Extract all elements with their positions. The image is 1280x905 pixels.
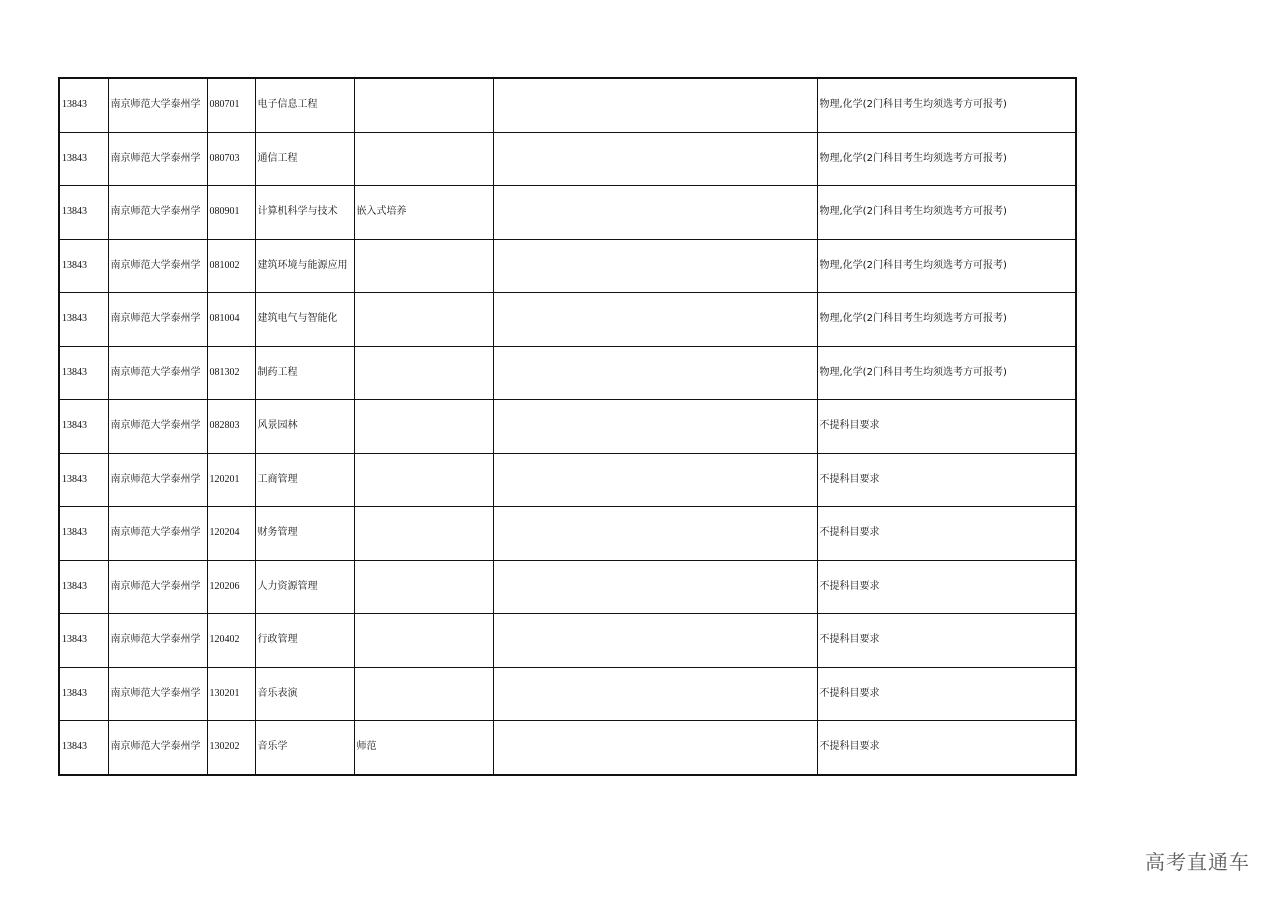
cell-major-code: 080901 [207, 186, 255, 240]
cell-school-name: 南京师范大学泰州学 [108, 721, 207, 775]
cell-school-name: 南京师范大学泰州学 [108, 614, 207, 668]
cell-major-code: 081004 [207, 293, 255, 347]
cell-extra [493, 239, 817, 293]
cell-school-code: 13843 [59, 132, 108, 186]
table-row [59, 453, 1076, 507]
cell-note [354, 239, 493, 293]
table-row [59, 132, 1076, 186]
cell-school-code: 13843 [59, 614, 108, 668]
cell-subject-requirement: 不提科目要求 [817, 507, 1076, 561]
cell-major-name: 通信工程 [255, 132, 354, 186]
cell-extra [493, 507, 817, 561]
cell-school-name: 南京师范大学泰州学 [108, 186, 207, 240]
table-row [59, 721, 1076, 775]
cell-subject-requirement: 不提科目要求 [817, 721, 1076, 775]
cell-major-name: 计算机科学与技术 [255, 186, 354, 240]
cell-school-code: 13843 [59, 293, 108, 347]
cell-major-code: 081002 [207, 239, 255, 293]
cell-major-code: 081302 [207, 346, 255, 400]
cell-note [354, 453, 493, 507]
cell-note [354, 400, 493, 454]
cell-school-name: 南京师范大学泰州学 [108, 560, 207, 614]
cell-school-name: 南京师范大学泰州学 [108, 239, 207, 293]
cell-major-name: 建筑电气与智能化 [255, 293, 354, 347]
cell-note [354, 132, 493, 186]
cell-extra [493, 78, 817, 132]
cell-note [354, 507, 493, 561]
cell-school-name: 南京师范大学泰州学 [108, 400, 207, 454]
cell-subject-requirement: 不提科目要求 [817, 400, 1076, 454]
cell-major-name: 人力资源管理 [255, 560, 354, 614]
cell-major-name: 工商管理 [255, 453, 354, 507]
cell-major-name: 制药工程 [255, 346, 354, 400]
cell-school-name: 南京师范大学泰州学 [108, 78, 207, 132]
cell-subject-requirement: 物理,化学(2门科目考生均须选考方可报考) [817, 78, 1076, 132]
cell-extra [493, 400, 817, 454]
cell-major-name: 建筑环境与能源应用 [255, 239, 354, 293]
table-row [59, 346, 1076, 400]
watermark-logo-text: 高考直通车 [1145, 850, 1250, 874]
cell-subject-requirement: 物理,化学(2门科目考生均须选考方可报考) [817, 293, 1076, 347]
cell-school-name: 南京师范大学泰州学 [108, 132, 207, 186]
table-row [59, 239, 1076, 293]
cell-school-code: 13843 [59, 400, 108, 454]
cell-subject-requirement: 物理,化学(2门科目考生均须选考方可报考) [817, 239, 1076, 293]
major-requirements-table [58, 77, 1077, 776]
cell-note: 嵌入式培养 [354, 186, 493, 240]
cell-school-code: 13843 [59, 560, 108, 614]
table-row [59, 293, 1076, 347]
cell-school-code: 13843 [59, 346, 108, 400]
table-row [59, 507, 1076, 561]
cell-school-name: 南京师范大学泰州学 [108, 507, 207, 561]
cell-school-code: 13843 [59, 186, 108, 240]
cell-extra [493, 560, 817, 614]
cell-extra [493, 667, 817, 721]
table-row [59, 78, 1076, 132]
cell-subject-requirement: 不提科目要求 [817, 614, 1076, 668]
table-row [59, 186, 1076, 240]
cell-major-name: 电子信息工程 [255, 78, 354, 132]
cell-school-code: 13843 [59, 721, 108, 775]
cell-major-code: 082803 [207, 400, 255, 454]
cell-extra [493, 721, 817, 775]
cell-extra [493, 293, 817, 347]
cell-school-code: 13843 [59, 667, 108, 721]
cell-note [354, 560, 493, 614]
cell-school-name: 南京师范大学泰州学 [108, 346, 207, 400]
table-row [59, 560, 1076, 614]
cell-school-name: 南京师范大学泰州学 [108, 293, 207, 347]
cell-extra [493, 346, 817, 400]
table-row [59, 400, 1076, 454]
cell-note [354, 346, 493, 400]
cell-major-name: 音乐学 [255, 721, 354, 775]
cell-school-name: 南京师范大学泰州学 [108, 453, 207, 507]
cell-subject-requirement: 不提科目要求 [817, 453, 1076, 507]
cell-subject-requirement: 物理,化学(2门科目考生均须选考方可报考) [817, 186, 1076, 240]
cell-major-name: 风景园林 [255, 400, 354, 454]
cell-school-code: 13843 [59, 453, 108, 507]
cell-major-code: 120206 [207, 560, 255, 614]
cell-major-code: 120204 [207, 507, 255, 561]
cell-extra [493, 614, 817, 668]
table-row [59, 667, 1076, 721]
cell-school-code: 13843 [59, 239, 108, 293]
table-row [59, 614, 1076, 668]
cell-school-name: 南京师范大学泰州学 [108, 667, 207, 721]
cell-subject-requirement: 物理,化学(2门科目考生均须选考方可报考) [817, 346, 1076, 400]
cell-school-code: 13843 [59, 507, 108, 561]
cell-extra [493, 132, 817, 186]
cell-major-code: 120402 [207, 614, 255, 668]
cell-major-name: 财务管理 [255, 507, 354, 561]
cell-note [354, 293, 493, 347]
cell-subject-requirement: 物理,化学(2门科目考生均须选考方可报考) [817, 132, 1076, 186]
cell-school-code: 13843 [59, 78, 108, 132]
cell-major-name: 行政管理 [255, 614, 354, 668]
cell-extra [493, 453, 817, 507]
cell-major-code: 130201 [207, 667, 255, 721]
cell-note [354, 614, 493, 668]
cell-subject-requirement: 不提科目要求 [817, 667, 1076, 721]
cell-major-code: 120201 [207, 453, 255, 507]
cell-major-name: 音乐表演 [255, 667, 354, 721]
cell-note [354, 667, 493, 721]
cell-note [354, 78, 493, 132]
cell-major-code: 080701 [207, 78, 255, 132]
table-body [59, 78, 1076, 775]
cell-extra [493, 186, 817, 240]
cell-subject-requirement: 不提科目要求 [817, 560, 1076, 614]
cell-major-code: 130202 [207, 721, 255, 775]
cell-note: 师范 [354, 721, 493, 775]
cell-major-code: 080703 [207, 132, 255, 186]
